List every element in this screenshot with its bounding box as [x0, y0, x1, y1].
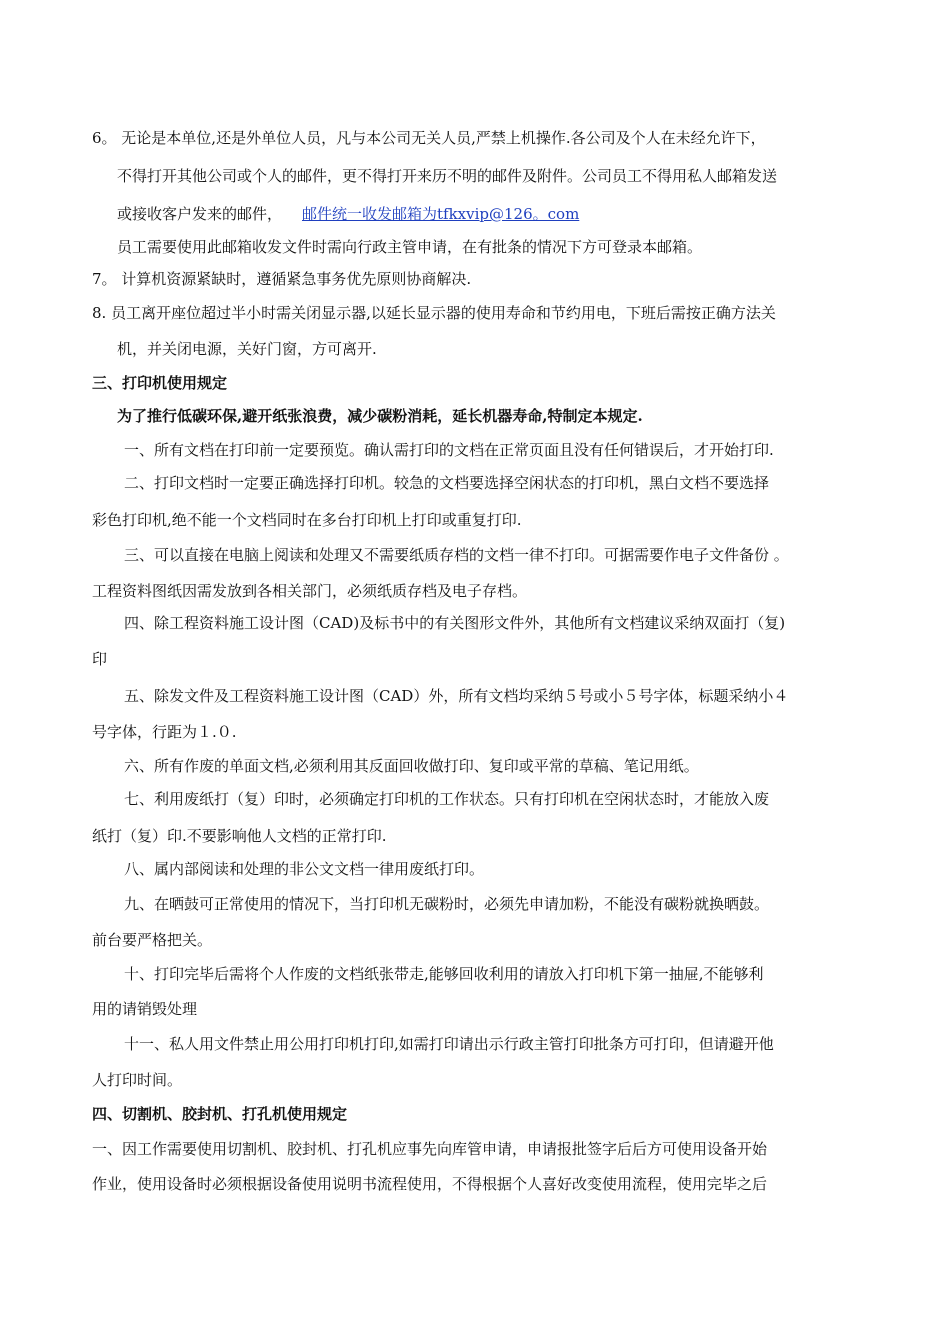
rule-9-line-1: 九、在晒鼓可正常使用的情况下，当打印机无碳粉时，必须先申请加粉，不能没有碳粉就换晒鼓。 [124, 895, 770, 913]
rule-2-line-1: 二、打印文档时一定要正确选择打印机。较急的文档要选择空闲状态的打印机，黑白文档不要选择 [124, 474, 770, 492]
rule-4-line-2: 印 [92, 650, 108, 668]
section-4-heading: 四、切割机、胶封机、打孔机使用规定 [92, 1105, 348, 1123]
rule-11-line-1: 十一、私人用文件禁止用公用打印机打印,如需打印请出示行政主管打印批条方可打印，但请避开他 [124, 1035, 774, 1053]
section-4-rule-1-line-1: 一、因工作需要使用切割机、胶封机、打孔机应事先向库管申请，申请报批签字后后方可使用设备开始 [92, 1140, 768, 1158]
rule-5-line-1: 五、除发文件及工程资料施工设计图（CAD）外，所有文档均采纳５号或小５号字体，标题采纳小４ [124, 687, 789, 705]
item-6-line-1: 6。 无论是本单位,还是外单位人员，凡与本公司无关人员,严禁上机操作.各公司及个人在未经允许下， [92, 129, 766, 147]
section-3-intro: 为了推行低碳环保,避开纸张浪费，减少碳粉消耗，延长机器寿命,特制定本规定. [117, 407, 643, 425]
rule-7-line-1: 七、利用废纸打（复）印时，必须确定打印机的工作状态。只有打印机在空闲状态时，才能放入废 [124, 790, 770, 808]
item-6-line-3: 或接收客户发来的邮件， [117, 205, 283, 223]
rule-11-line-2: 人打印时间。 [92, 1071, 183, 1089]
email-link[interactable]: 邮件统一收发邮箱为tfkxvip@126。com [302, 205, 580, 223]
item-7: 7。 计算机资源紧缺时，遵循紧急事务优先原则协商解决. [92, 270, 472, 288]
rule-10-line-2: 用的请销毁处理 [92, 1000, 198, 1018]
rule-1: 一、所有文档在打印前一定要预览。确认需打印的文档在正常页面且没有任何错误后，才开始打印. [124, 441, 774, 459]
item-6-line-2: 不得打开其他公司或个人的邮件，更不得打开来历不明的邮件及附件。公司员工不得用私人邮箱发送 [117, 167, 778, 185]
item-8-line-1: 8. 员工离开座位超过半小时需关闭显示器,以延长显示器的使用寿命和节约用电，下班后需按正确方法关 [92, 304, 776, 322]
rule-3-line-2: 工程资料图纸因需发放到各相关部门，必须纸质存档及电子存档。 [92, 582, 528, 600]
rule-2-line-2: 彩色打印机,绝不能一个文档同时在多台打印机上打印或重复打印. [92, 511, 522, 529]
rule-7-line-2: 纸打（复）印.不要影响他人文档的正常打印. [92, 827, 387, 845]
section-3-heading: 三、打印机使用规定 [92, 374, 228, 392]
rule-9-line-2: 前台要严格把关。 [92, 931, 213, 949]
rule-8: 八、属内部阅读和处理的非公文文档一律用废纸打印。 [124, 860, 485, 878]
rule-5-line-2: 号字体，行距为１.０. [92, 723, 237, 741]
rule-4-line-1: 四、除工程资料施工设计图（CAD)及标书中的有关图形文件外，其他所有文档建议采纳双面打（复) [124, 614, 786, 632]
rule-3-line-1: 三、可以直接在电脑上阅读和处理又不需要纸质存档的文档一律不打印。可据需要作电子文件备份 。 [124, 546, 789, 564]
item-8-line-2: 机，并关闭电源，关好门窗，方可离开. [117, 340, 377, 358]
rule-10-line-1: 十、打印完毕后需将个人作废的文档纸张带走,能够回收利用的请放入打印机下第一抽屉,不能够利 [124, 965, 764, 983]
section-4-rule-1-line-2: 作业，使用设备时必须根据设备使用说明书流程使用，不得根据个人喜好改变使用流程，使用完毕之后 [92, 1175, 768, 1193]
item-6-line-4: 员工需要使用此邮箱收发文件时需向行政主管申请，在有批条的情况下方可登录本邮箱。 [117, 238, 703, 256]
rule-6: 六、所有作废的单面文档,必须利用其反面回收做打印、复印或平常的草稿、笔记用纸。 [124, 757, 699, 775]
